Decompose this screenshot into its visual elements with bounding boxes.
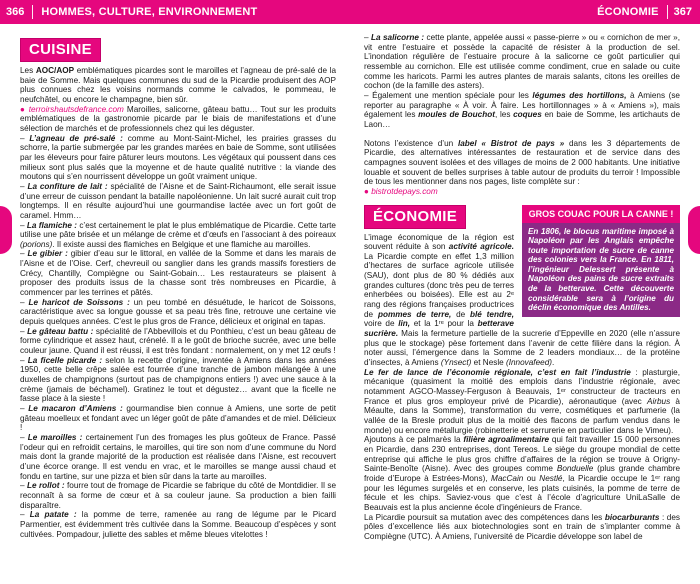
bistrot-paragraph: Notons l’existence d’un label « Bistrot de pays » dans les 3 départements de Picardie, des alternatives intéressantes de restauration et de service dans des campagnes souvent isolées et des villages de moins de 2 000 habitants. Une initiative louable et souvent de belles surprises à table autour de produits du terroir ! Impossible de tous les mentionner dans nos pages, liste complète sur :	[364, 138, 680, 187]
cuisine-item: – Le rollot : fourre tout de fromage de Picardie se fabrique du côté de Montdidier. Il se reconnaît à sa forme de cœur et à sa couleur jaune. Sa production a bien failli disparaître.	[20, 481, 337, 510]
right-page-number: 367	[673, 6, 692, 18]
left-thumb-tab	[0, 206, 12, 254]
sidebar-box-canne	[522, 205, 680, 317]
bistrot-link-paragraph	[364, 187, 680, 197]
left-section-title: HOMMES, CULTURE, ENVIRONNEMENT	[41, 6, 258, 18]
economie-p1: L’image économique de la région est souvent réduite à son activité agricole. La Picardie compte en effet 1,3 million d’hectares de surface agricole utilisée (SAU), dont plus de 80 % dédiés aux grandes cultures (donc très peu de terres enherbées ou boisées). Elle est au 2ᵉ rang des régions françaises productrices de pommes de terre, de blé tendre, voire de lin, et la 1ʳᵉ pour la betterave sucrière. Mais la fermeture partielle de la sucrerie d’Eppeville en 2020 (elle n’assure plus que le stockage) pèse fortement dans l’avenir de cette filière dans la région. À noter aussi, l’émergence dans la Somme de 2 leaders mondiaux… de la protéine d’insectes, à Amiens (Ynsect) et Nesle (Innovafeed).	[364, 232, 680, 368]
cuisine-item: – La patate : la pomme de terre, ramenée au rang de légume par le Picard Parmentier, est évidemment très cultivée dans la Somme. Beaucoup d’espèces y sont cultivées. Pompadour, juliette des sables et même bleues vitelottes !	[20, 510, 336, 539]
bullet-icon: ●	[364, 186, 369, 196]
cuisine-heading: CUISINE	[20, 38, 101, 62]
sidebar-box-text: En 1806, le blocus maritime imposé à Napoléon par les Anglais empêche toute importation de sucre de canne des colonies vers la France. En 1811, l’ingénieur Delessert présente à Napoléon des pains de sucre extraits de la betterave. Cette découverte considérable sera à l’origine du déclin économique des Antilles.	[522, 223, 680, 317]
economie-p4: La Picardie poursuit sa mutation avec des compétences dans les biocarburants : des pôles d’excellence liés aux biotechnologies sont en train de s’implanter comme à Compiègne (UTC). À Amiens, l’université de Picardie développe son label de	[364, 512, 681, 541]
cuisine-link-paragraph: ● terroirshautsdefrance.com Maroilles, salicorne, gâteau battu… Tout sur les produits emblématiques de la gastronomie picarde par le biais de manifestations et d’une sélection de marchés et de professionnels chez qui les déguster.	[20, 104, 336, 133]
cuisine-item: – Le gâteau battu : spécialité de l’Abbevillois et du Ponthieu, c’est un beau gâteau de forme cylindrique et assez haut, crénelé. Il a le goût de brioche sucrée, avec une belle couleur jaune. Quand il est réussi, il est très fondant : normalement, on y met 12 œufs !	[20, 326, 336, 356]
right-thumb-tab	[688, 206, 700, 254]
cuisine-column	[20, 38, 336, 539]
left-page-number: 366	[6, 6, 25, 18]
economie-heading: ÉCONOMIE	[364, 205, 466, 229]
terroirs-link[interactable]: terroirshautsdefrance.com	[28, 104, 124, 114]
left-page-header	[0, 0, 350, 24]
right-column	[364, 33, 680, 542]
cuisine-item: – Le gibier : gibier d’eau sur le littoral, en vallée de la Somme et dans les marais de l’Aisne et de l’Oise. Cerf, chevreuil ou sanglier dans les grands massifs forestiers de Crécy, Chantilly, Compiègne ou Saint-Gobain… Les restaurateurs se plaisent à proposer des produits issus de la chasse sont très nombreuses en Picardie, à commencer par les terrines et pâtés.	[20, 249, 336, 298]
cuisine-intro: Les AOC/AOP emblématiques picardes sont le maroilles et l’agneau de pré-salé de la baie de Somme. Mais quelques communes du sud de la Picardie produisent des AOP plus connues chez les voisins normands comme le calvados, le pommeau, le neufchâtel, ou encore le champagne, bien sûr.	[20, 66, 336, 104]
header-separator	[32, 5, 33, 19]
cuisine-item: – La flamiche : c’est certainement le plat le plus emblématique de Picardie. Cette tarte utilise une pâte brisée et un mélange de crème et d’œufs en l’associant à des poireaux (porions). Il existe aussi des flamiches en Belgique et une flamiche au maroilles.	[20, 220, 336, 249]
bistrot-link[interactable]: bistrotdepays.com	[371, 186, 438, 196]
cuisine-items-list	[20, 134, 336, 540]
right-section-title: ÉCONOMIE	[597, 6, 659, 18]
salicorne-item: – La salicorne : cette plante, appelée aussi « passe-pierre » ou « cornichon de mer », vit entre l’estuaire et possède la capacité de résister à la production de sel. L’inondation régulière de l’estuaire procure à la salicorne ce goût particulier qui ressemble au cornichon. Elle est utilisée comme condiment, crue en salade ou cuite comme les haricots. Parmi les autres plantes de marais salants, citons les oreilles de cochon (de la famille des asters).	[364, 33, 680, 91]
economie-p2: Le fer de lance de l’économie régionale, c’est en fait l’industrie : plasturgie, mécanique (quasiment la moitié des emplois dans l’industrie régionale, avec notamment AGCO-Massey-Ferguson à Beauvais, 1ᵉʳ constructeur de tracteurs en France et plus gros employeur privé de Picardie), aéronautique (avec Airbus à Méaulte, dans la Somme), transformation du verre, cosmétiques et parfumerie (la vallée de la Bresle produit plus de la moitié des flacons de parfum vendus dans le monde) ou encore métallurgie (robinetterie et serrurerie en particulier dans le Vimeu).	[364, 367, 680, 435]
sidebar-box-title: GROS COUAC POUR LA CANNE !	[522, 205, 680, 223]
cuisine-item: – La confiture de lait : spécialité de l’Aisne et de Saint-Richaumont, elle serait issue d’une erreur de cuisson pendant la bataille napoléonienne. Un lait sucré aurait cuit trop longtemps. Il en résulte aujourd’hui une gourmandise lactée avec un fort goût de caramel. Hmm…	[20, 181, 336, 220]
header-separator	[667, 5, 668, 19]
economie-section	[364, 205, 680, 542]
bullet-icon: ●	[20, 104, 26, 114]
cuisine-item: – La ficelle picarde : selon la recette d’origine, inventée à Amiens dans les années 1950, cette belle crêpe salée est fourrée d’une tranche de jambon mélangée à une duxelles de champignons (surtout pas de champignons entiers !) avec une sauce à la crème (jamais de béchamel). Gratinez le tout et dégustez… avant que la ficelle ne fasse place à la sieste !	[20, 355, 336, 404]
right-page-header	[350, 0, 700, 24]
cuisine-item: – Le haricot de Soissons : un peu tombé en désuétude, le haricot de Soissons, caractéristique avec sa longue gousse et sa peau très fine, retrouve une certaine vie depuis quelques années. C’est le plus gros de France, délicieux et original en tapas.	[20, 297, 336, 327]
cuisine-item: – Le macaron d’Amiens : gourmandise bien connue à Amiens, une sorte de petit gâteau moelleux et fondant avec un léger goût de pâte d’amandes et de miel. Délicieux !	[20, 403, 336, 433]
economie-p3: Ajoutons à ce palmarès la filière agroalimentaire qui fait travailler 15 000 personnes en Picardie, dans 230 entreprises, dont Tereos. Le siège du groupe mondial de cette entreprise qui affiche le plus gros chiffre d’affaires de la région se trouve à Origny-Sainte-Benoîte (Aisne). Avec des groupes comme Bonduelle (plus grande chambre froide d’Europe à Estrées-Mons), MacCain ou Nestlé, la Picardie occupe le 1ᵉʳ rang pour les légumes surgelés et en conserve, les plats cuisinés, la pomme de terre de fécule et les chips. Saviez-vous que c’est à l’école d’agriculture UniLaSalle de Beauvais est la plus ancienne école d’ingénieurs de France.	[364, 435, 681, 512]
cuisine-item: – Le maroilles : certainement l’un des fromages les plus goûteux de France. Passé l’odeur qui en refroidit certains, le maroilles, qui tire son nom d’une commune du Nord mais dont la grande majorité de la production est réalisée dans l’Aisne, est recouvert d’une écorce orange. Il est vendu en vrac, et le maroilles se mange aussi chaud et fondu en tartine, sur une pizza et bien sûr dans la tarte au maroilles.	[20, 432, 336, 481]
maraichers-paragraph: – Également une mention spéciale pour les légumes des hortillons, à Amiens (se reporter au paragraphe « À voir. À faire. Les hortillonnages » à « Amiens »), mais également les moules de Bouchot, les coques en baie de Somme, les artichauts de Laon…	[364, 90, 680, 129]
cuisine-item: – L’agneau de pré-salé : comme au Mont-Saint-Michel, les prairies grasses du schorre, la partie submergée par les grandes marées en baie de Somme, sont utilisées par les éleveurs pour faire pâturer leurs moutons. Les végétaux qui poussent dans ces milieux sont plus salés que la moyenne et de haute qualité nutritive : la viande des moutons qui s’en nourrissent développe un goût vraiment unique.	[20, 133, 336, 182]
